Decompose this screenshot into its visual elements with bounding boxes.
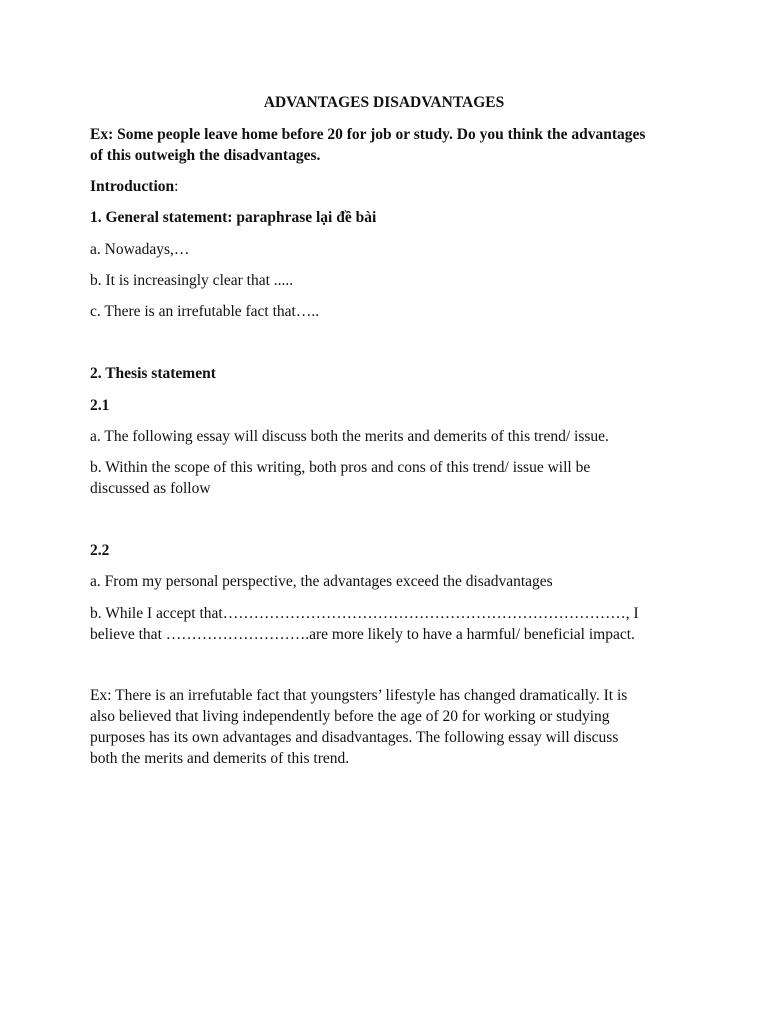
example-paragraph-line-4: both the merits and demerits of this trend. (90, 750, 350, 767)
example-paragraph-line-1: Ex: There is an irrefutable fact that youngsters’ lifestyle has changed dramatically. It is (90, 687, 628, 704)
thesis-2-1-heading: 2.1 (90, 397, 110, 414)
general-statement-heading: 1. General statement: paraphrase lại đề bài (90, 209, 377, 226)
document-title: ADVANTAGES DISADVANTAGES (263, 94, 505, 111)
thesis-2-1-item-b-line-2: discussed as follow (90, 480, 211, 497)
example-paragraph-line-2: also believed that living independently before the age of 20 for working or studying (90, 708, 610, 725)
introduction-label: Introduction (90, 178, 175, 195)
thesis-2-2-heading: 2.2 (90, 542, 110, 559)
thesis-2-1-item-a: a. The following essay will discuss both the merits and demerits of this trend/ issue. (90, 428, 609, 445)
example-prompt-line-2: of this outweigh the disadvantages. (90, 147, 321, 164)
thesis-2-1-item-b-line-1: b. Within the scope of this writing, both pros and cons of this trend/ issue will be (90, 459, 591, 476)
introduction-heading (90, 176, 690, 197)
general-statement-item-a: a. Nowadays,… (90, 241, 190, 258)
example-prompt-line-1: Ex: Some people leave home before 20 for job or study. Do you think the advantages (90, 126, 646, 143)
thesis-2-2-item-b-line-1: b. While I accept that……………………………………………………………………, I (90, 605, 639, 622)
general-statement-item-b: b. It is increasingly clear that ..... (90, 272, 294, 289)
thesis-2-2-item-b-line-2: believe that ……………………….are more likely to have a harmful/ beneficial impact. (90, 626, 635, 643)
thesis-statement-heading: 2. Thesis statement (90, 365, 216, 382)
general-statement-item-c: c. There is an irrefutable fact that….. (90, 303, 320, 320)
thesis-2-2-item-a: a. From my personal perspective, the advantages exceed the disadvantages (90, 573, 553, 590)
introduction-colon: : (174, 178, 179, 195)
example-paragraph-line-3: purposes has its own advantages and disadvantages. The following essay will discuss (90, 729, 619, 746)
